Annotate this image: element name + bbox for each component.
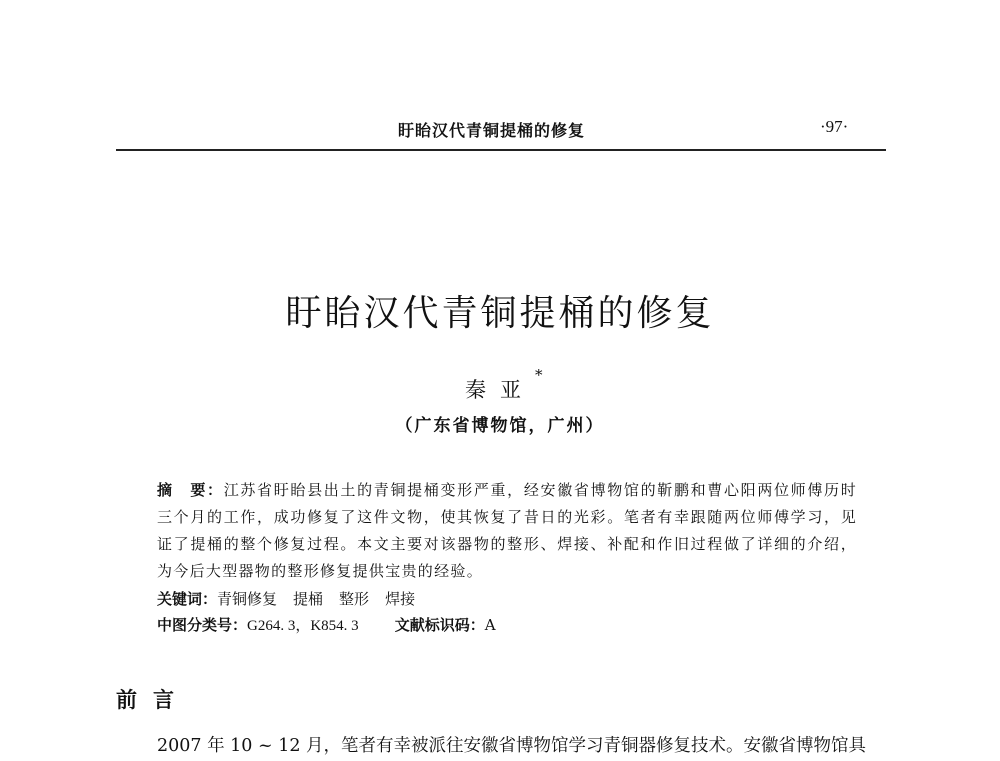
classification-line [157,614,496,635]
abstract [157,477,857,585]
section-heading: 前言 [116,687,190,712]
keyword: 青铜修复 [217,590,278,608]
keyword: 焊接 [385,590,416,608]
abstract-text: 江苏省盱眙县出土的青铜提桶变形严重，经安徽省博物馆的靳鹏和曹心阳两位师傅历时三个月的工作，成功修复了这件文物，使其恢复了昔日的光彩。笔者有幸跟随两位师傅学习，见证了提桶的整个修复过程。本文主要对该器物的整形、焊接、补配和作旧过程做了详细的介绍，为今后大型器物的整形修复提供宝贵的经验。 [157,481,857,580]
document-code-value: A [484,616,496,634]
document-code-label: 文献标识码： [394,616,485,634]
abstract-label: 摘 要： [157,481,224,499]
author-affiliation: （广东省博物馆，广州） [395,416,605,436]
author-name: 秦亚 [465,378,535,402]
author-footnote-mark: * [535,366,543,384]
clc-label: 中图分类号： [157,616,248,634]
keywords-line [157,588,431,609]
header-rule [116,149,886,151]
page-number: ·97· [820,117,849,136]
article-title: 盱眙汉代青铜提桶的修复 [285,293,715,334]
keywords-label: 关键词： [157,590,218,608]
running-header-title: 盱眙汉代青铜提桶的修复 [398,121,586,140]
clc-value: G264. 3，K854. 3 [247,618,359,634]
keyword: 整形 [339,590,370,608]
body-paragraph: 2007 年 10 ~ 12 月，笔者有幸被派往安徽省博物馆学习青铜器修复技术。安徽省博物馆具 [157,736,867,756]
keyword: 提桶 [293,590,324,608]
